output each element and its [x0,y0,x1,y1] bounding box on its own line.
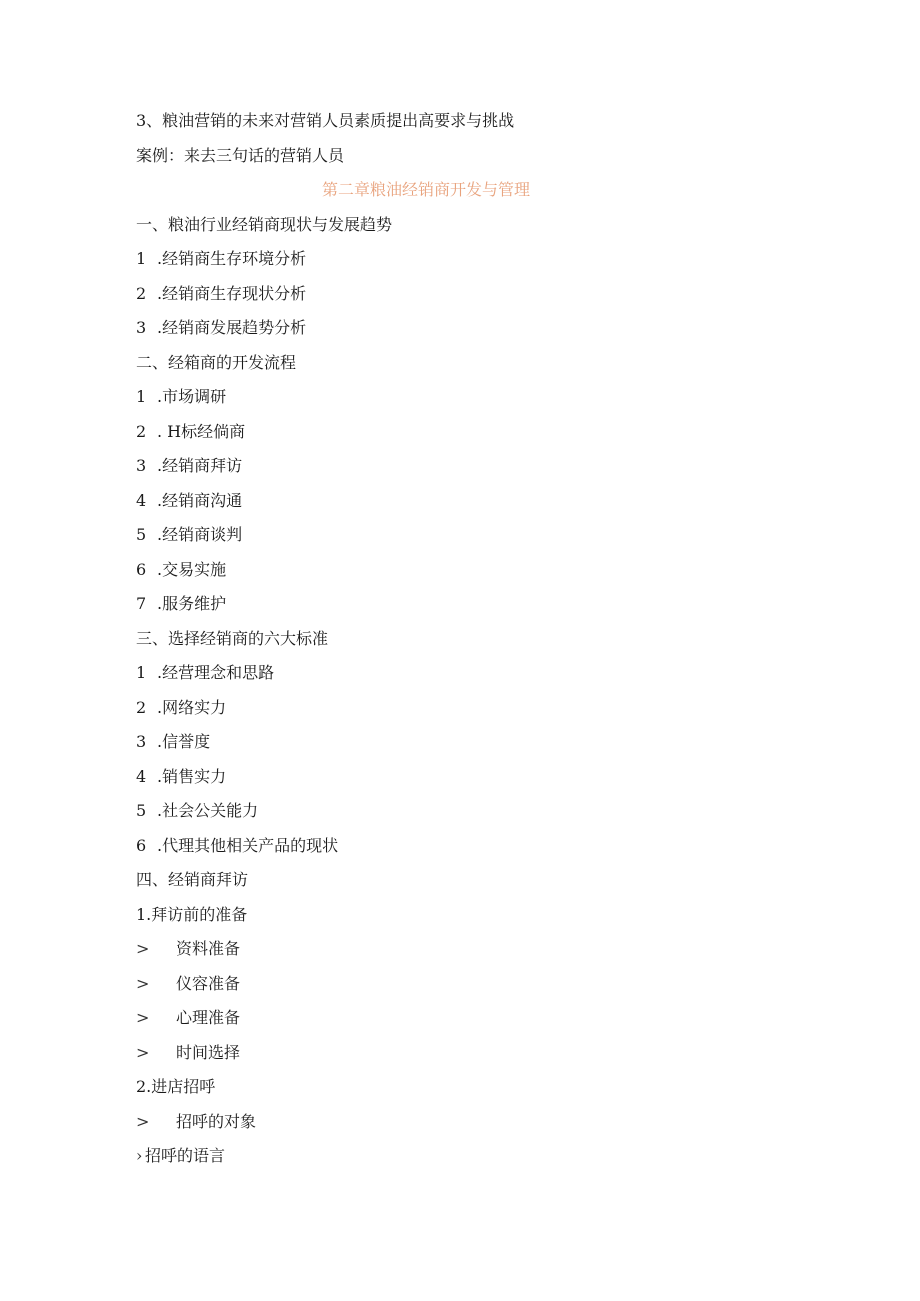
document-body [136,106,836,1176]
numbered-item [136,313,836,348]
numbered-item [136,486,836,521]
item-number: 3 [136,456,147,475]
bullet-item [136,1003,836,1038]
bullet-text: 心理准备 [176,1008,241,1027]
item-text: .代理其他相关产品的现状 [157,835,339,855]
text-line: 案例：来去三句话的营销人员 [136,145,345,165]
numbered-item [136,244,836,279]
item-text: .信誉度 [157,732,211,751]
bullet-arrow-icon: > [136,973,150,993]
item-number: 1 [136,663,147,682]
numbered-item [136,520,836,555]
item-number: 4 [136,766,147,786]
bullet-item [136,1038,836,1073]
bullet-text: 资料准备 [176,939,241,958]
item-number: 6 [136,559,147,579]
bullet-arrow-icon: > [136,1042,150,1062]
item-number: 7 [136,594,147,613]
bullet-text: 仪容准备 [176,973,241,993]
item-number: 3 [136,732,147,751]
bullet-arrow-icon: › [136,1146,143,1165]
item-text: .经销商拜访 [157,456,243,475]
numbered-item [136,727,836,762]
item-number: 2 [136,421,147,441]
numbered-item [136,555,836,590]
item-text: .经销商发展趋势分析 [157,318,307,337]
numbered-item [136,658,836,693]
text-line: 四、经销商拜访 [136,870,249,889]
bullet-arrow-icon: > [136,939,150,958]
text-line: 二、经箱商的开发流程 [136,352,297,372]
item-text: .社会公关能力 [157,801,259,820]
bullet-arrow-icon: > [136,1111,150,1131]
numbered-item [136,382,836,417]
numbered-item [136,831,836,866]
item-text: .经销商生存环境分析 [157,249,307,268]
item-number: 1 [136,249,147,268]
numbered-item [136,589,836,624]
text-line: 3、粮油营销的未来对营销人员素质提出高要求与挑战 [136,111,515,130]
bullet-item [136,1141,836,1176]
numbered-item [136,762,836,797]
bullet-text: 招呼的对象 [176,1111,257,1131]
bullet-item [136,969,836,1004]
item-number: 5 [136,801,147,820]
item-text: .网络实力 [157,697,227,717]
item-text: .交易实施 [157,559,227,579]
item-text: .销售实力 [157,766,227,786]
bullet-item [136,934,836,969]
text-line: 2.进店招呼 [136,1077,216,1096]
item-number: 2 [136,697,147,717]
bullet-item [136,1107,836,1142]
numbered-item [136,693,836,728]
item-number: 5 [136,525,147,544]
item-number: 6 [136,835,147,855]
text-line: 三、选择经销商的六大标准 [136,628,329,648]
numbered-item [136,796,836,831]
numbered-item [136,279,836,314]
item-text: .经营理念和思路 [157,663,275,682]
item-text: .市场调研 [157,387,227,406]
bullet-arrow-icon: > [136,1008,150,1027]
chapter-heading: 第二章粮油经销商开发与管理 [322,180,531,199]
text-line: 一、粮油行业经销商现状与发展趋势 [136,214,393,234]
item-text: .服务维护 [157,594,227,613]
item-text: .经销商生存现状分析 [157,283,307,303]
item-text: . H标经倘商 [157,421,246,441]
bullet-text: 时间选择 [176,1042,241,1062]
item-number: 2 [136,283,147,303]
item-number: 1 [136,387,147,406]
item-text: .经销商沟通 [157,490,243,510]
item-text: .经销商谈判 [157,525,243,544]
bullet-text: 招呼的语言 [145,1146,226,1165]
numbered-item [136,417,836,452]
item-number: 3 [136,318,147,337]
item-number: 4 [136,490,147,510]
text-line: 1.拜访前的准备 [136,904,248,924]
numbered-item [136,451,836,486]
